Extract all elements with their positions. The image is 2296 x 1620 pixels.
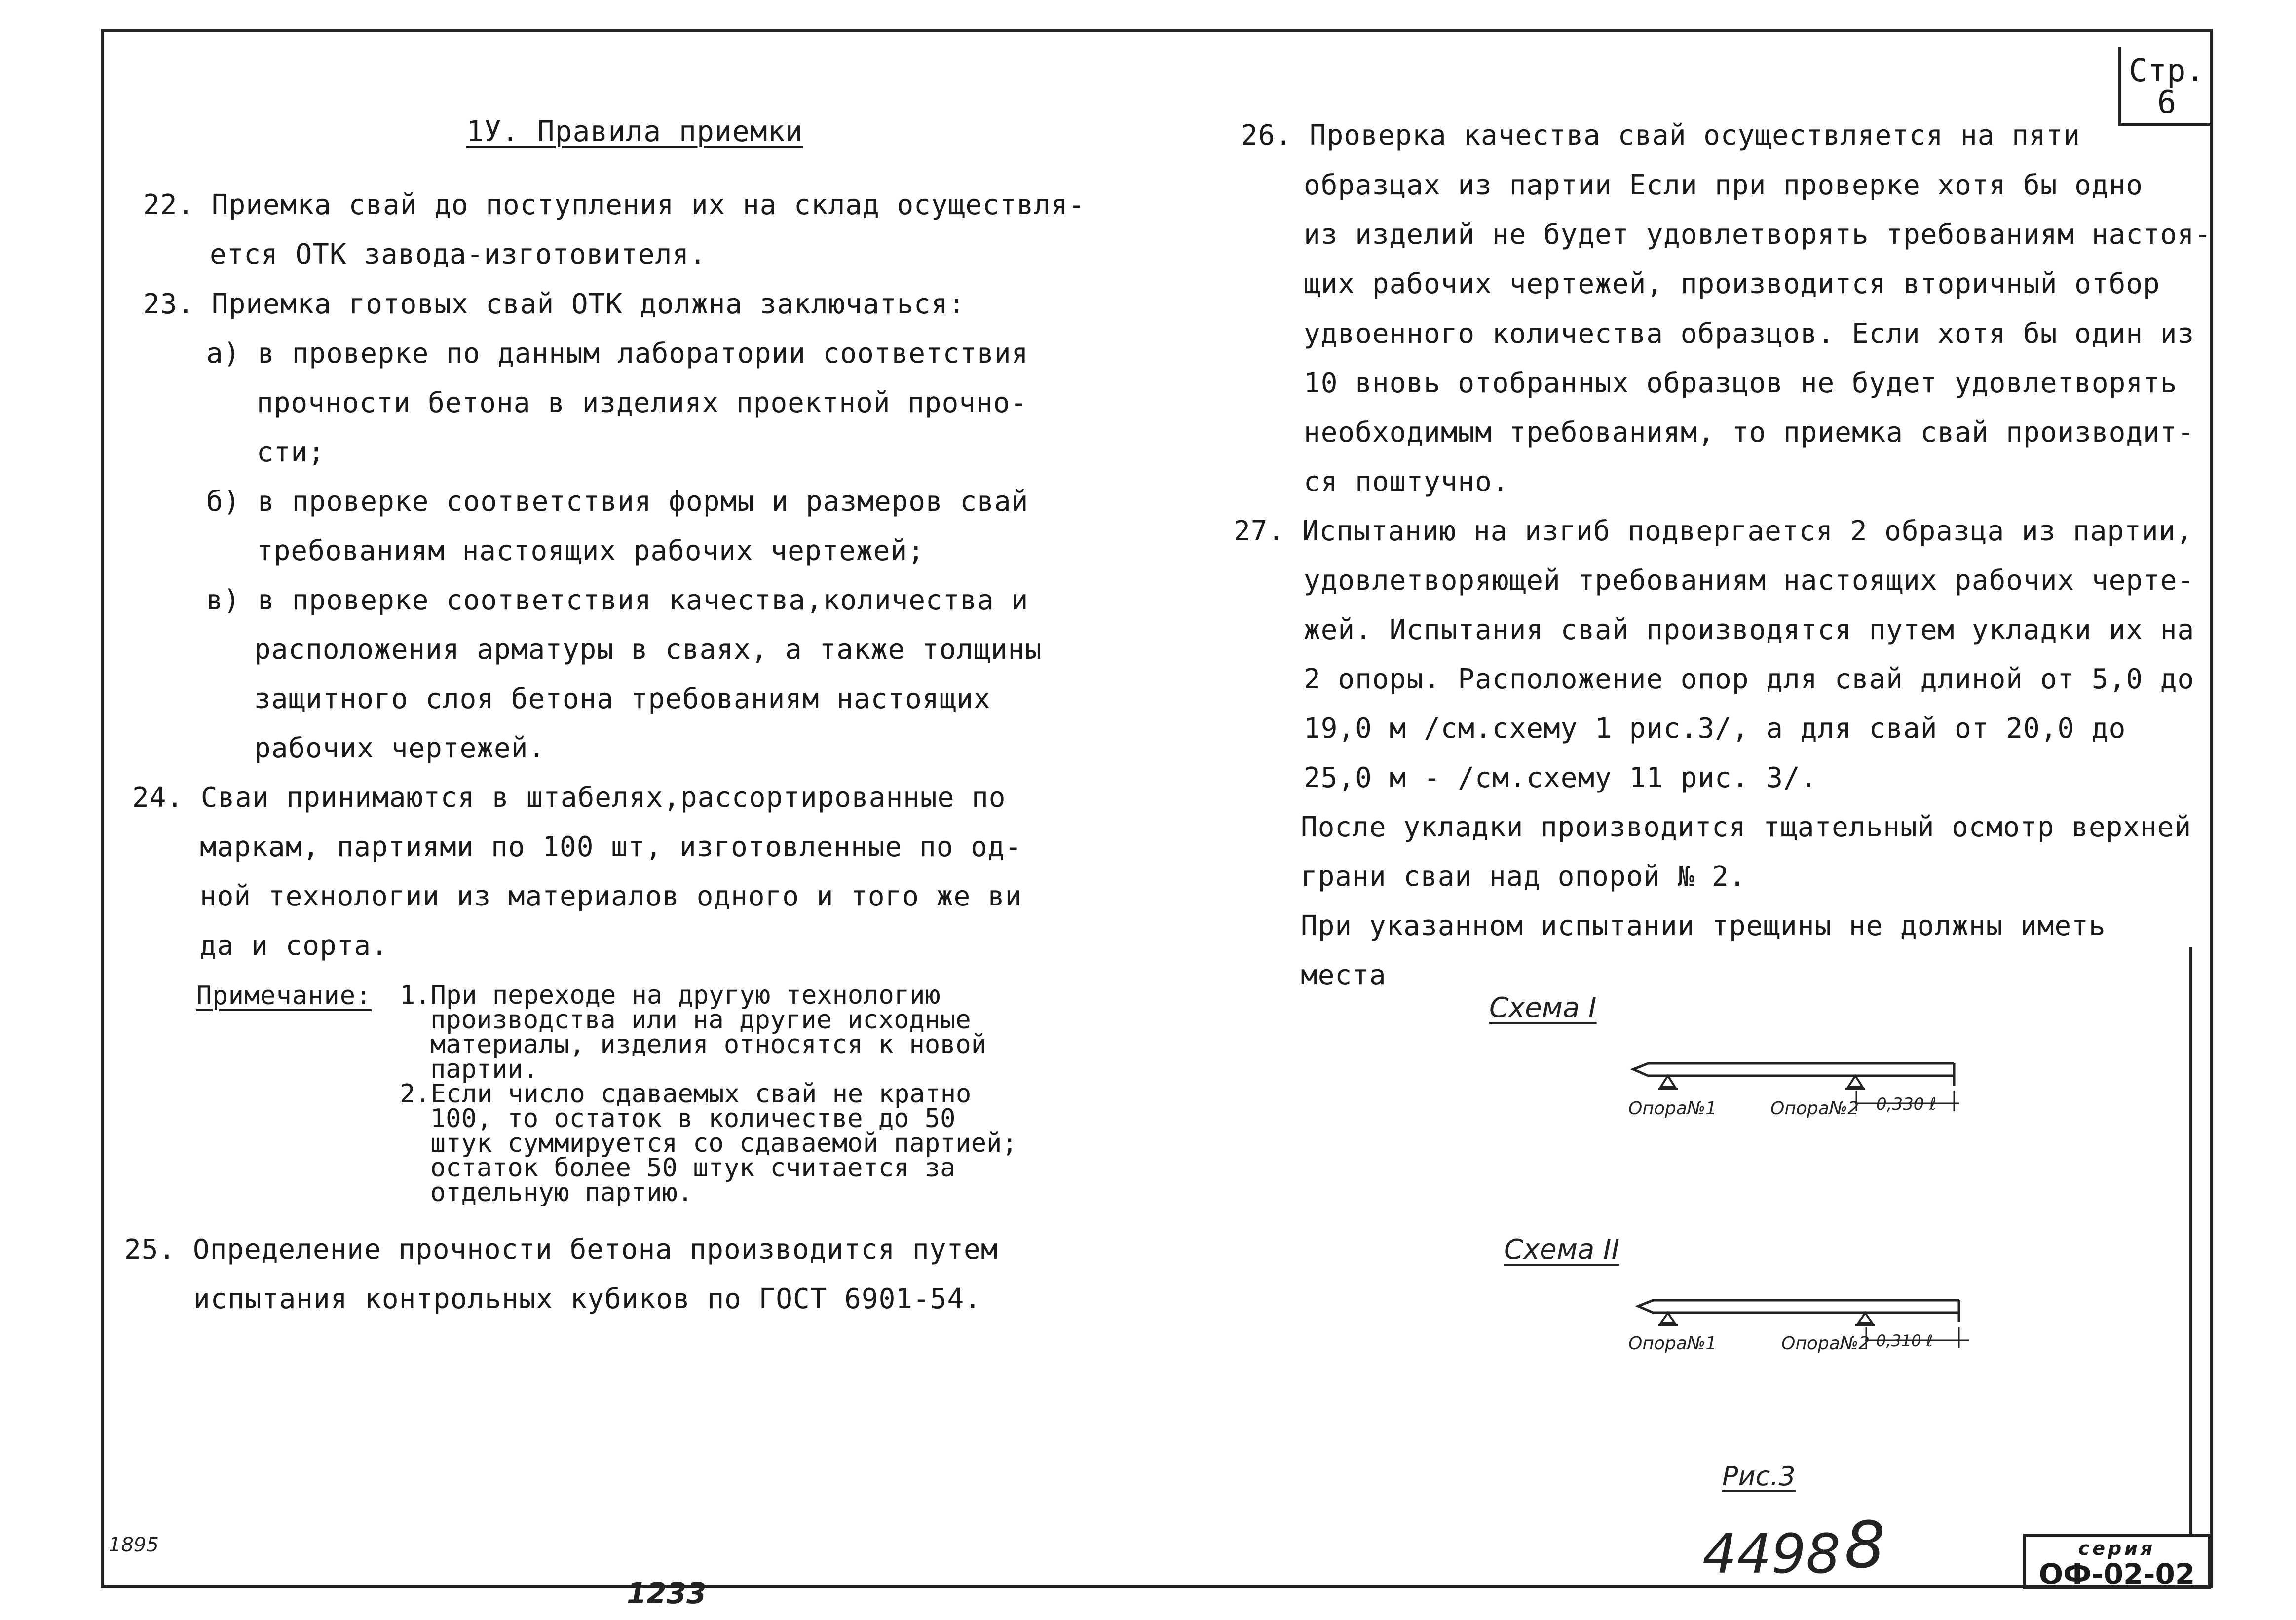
support-1-symbol bbox=[1658, 1313, 1678, 1325]
support-1-symbol bbox=[1658, 1076, 1678, 1089]
left-line: расположения арматуры в сваях, а также толщины bbox=[254, 634, 1042, 666]
right-line: 26. Проверка качества свай осуществляется на пяти bbox=[1241, 119, 2081, 151]
left-line: маркам, партиями по 100 шт, изготовленные по од- bbox=[200, 831, 1022, 863]
series-label: серия bbox=[2078, 1538, 2156, 1559]
right-line: 25,0 м - /см.схему 11 рис. 3/. bbox=[1304, 762, 1818, 794]
pile-beam bbox=[1638, 1300, 1959, 1322]
drawing-number: 4498 bbox=[1702, 1522, 1841, 1585]
scheme-2-support-1: Опора№1 bbox=[1628, 1333, 1717, 1354]
right-line: 27. Испытанию на изгиб подвергается 2 образца из партии, bbox=[1234, 515, 2193, 547]
note-line: отдельную партию. bbox=[430, 1178, 693, 1207]
support-2-symbol bbox=[1845, 1076, 1865, 1089]
note-line: 100, то остаток в количестве до 50 bbox=[430, 1104, 956, 1133]
left-line: ется ОТК завода-изготовителя. bbox=[210, 238, 707, 270]
left-line: в) в проверке соответствия качества,количества и bbox=[206, 584, 1029, 616]
left-line: да и сорта. bbox=[200, 930, 388, 962]
right-line: образцах из партии Если при проверке хотя бы одно bbox=[1304, 169, 2144, 201]
scheme-1-support-2: Опора№2 bbox=[1770, 1098, 1859, 1119]
note-line: штук суммируется со сдаваемой партией; bbox=[430, 1129, 1017, 1158]
right-line: грани сваи над опорой № 2. bbox=[1301, 861, 1746, 893]
figure-caption: Рис.3 bbox=[1722, 1461, 1796, 1492]
frame-segment bbox=[2189, 947, 2192, 1535]
right-line: После укладки производится тщательный осмотр верхней bbox=[1301, 811, 2192, 843]
left-line: 25. Определение прочности бетона производится путем bbox=[124, 1234, 998, 1266]
left-line: ной технологии из материалов одного и того же ви bbox=[200, 880, 1022, 912]
note-line: партии. bbox=[430, 1055, 539, 1084]
bottom-number: 1233 bbox=[627, 1577, 707, 1610]
right-line: места bbox=[1301, 959, 1387, 991]
pile-beam bbox=[1633, 1063, 1954, 1086]
note-line: 2.Если число сдаваемых свай не кратно bbox=[400, 1079, 972, 1109]
note-line: остаток более 50 штук считается за bbox=[430, 1153, 956, 1183]
right-line: жей. Испытания свай производятся путем укладки их на bbox=[1304, 614, 2195, 646]
right-line: удовлетворяющей требованиям настоящих рабочих чертe- bbox=[1304, 565, 2195, 597]
note-line: материалы, изделия относятся к новой bbox=[430, 1030, 987, 1059]
left-line: б) в проверке соответствия формы и размеров свай bbox=[206, 486, 1029, 518]
left-line: прочности бетона в изделиях проектной прочно- bbox=[257, 387, 1028, 419]
series-code: ОФ-02-02 bbox=[2038, 1557, 2195, 1591]
note-line: 1.При переходе на другую технологию bbox=[400, 980, 941, 1010]
right-line: 10 вновь отобранных образцов не будет удовлетворять bbox=[1304, 367, 2178, 399]
scheme-1-diagram bbox=[1618, 1056, 1974, 1130]
scheme-2-dimension: 0,310 ℓ bbox=[1876, 1331, 1933, 1350]
scheme-2-diagram bbox=[1623, 1293, 1979, 1367]
right-line: 2 опоры. Расположение опор для свай длиной от 5,0 до bbox=[1304, 663, 2195, 695]
scheme-2-title: Схема II bbox=[1504, 1234, 1620, 1266]
support-2-symbol bbox=[1855, 1313, 1875, 1325]
page-number-box bbox=[2118, 47, 2212, 126]
left-line: требованиям настоящих рабочих чертежей; bbox=[257, 535, 925, 567]
right-line: щих рабочих чертежей, производится вторичный отбор bbox=[1304, 268, 2160, 300]
right-line: из изделий не будет удовлетворять требованиям настоя- bbox=[1304, 219, 2212, 251]
scheme-1-support-1: Опора№1 bbox=[1628, 1098, 1717, 1119]
right-line: 19,0 м /см.схему 1 рис.3/, а для свай от 20,0 до bbox=[1304, 713, 2126, 745]
right-line: При указанном испытании трещины не должны иметь bbox=[1301, 910, 2106, 942]
left-line: 22. Приемка свай до поступления их на склад осуществля- bbox=[143, 189, 1086, 221]
note-line: производства или на другие исходные bbox=[430, 1005, 971, 1035]
left-line: сти; bbox=[257, 436, 325, 468]
note-label: Примечание: bbox=[196, 981, 372, 1011]
right-line: ся поштучно. bbox=[1304, 466, 1509, 498]
right-line: удвоенного количества образцов. Если хотя бы один из bbox=[1304, 318, 2195, 350]
scheme-1-title: Схема I bbox=[1489, 992, 1597, 1024]
page-number: 6 bbox=[2157, 84, 2177, 121]
sheet-number: 8 bbox=[1844, 1507, 1885, 1582]
page-label: Стр. bbox=[2128, 53, 2205, 89]
margin-note: 1895 bbox=[109, 1534, 159, 1556]
left-line: защитного слоя бетона требованиям настоящих bbox=[254, 683, 991, 715]
left-line: 24. Сваи принимаются в штабелях,рассортированные по bbox=[132, 782, 1006, 814]
left-line: а) в проверке по данным лаборатории соответствия bbox=[206, 338, 1029, 370]
left-line: рабочих чертежей. bbox=[254, 732, 546, 764]
left-line: 23. Приемка готовых свай ОТК должна заключаться: bbox=[143, 288, 966, 320]
scheme-2-support-2: Опора№2 bbox=[1781, 1333, 1870, 1354]
section-title: 1У. Правила приемки bbox=[466, 114, 803, 148]
left-line: испытания контрольных кубиков по ГОСТ 6901-54. bbox=[193, 1283, 981, 1315]
right-line: необходимым требованиям, то приемка свай производит- bbox=[1304, 416, 2195, 449]
series-box bbox=[2023, 1534, 2211, 1589]
scheme-1-dimension: 0,330 ℓ bbox=[1876, 1094, 1937, 1114]
